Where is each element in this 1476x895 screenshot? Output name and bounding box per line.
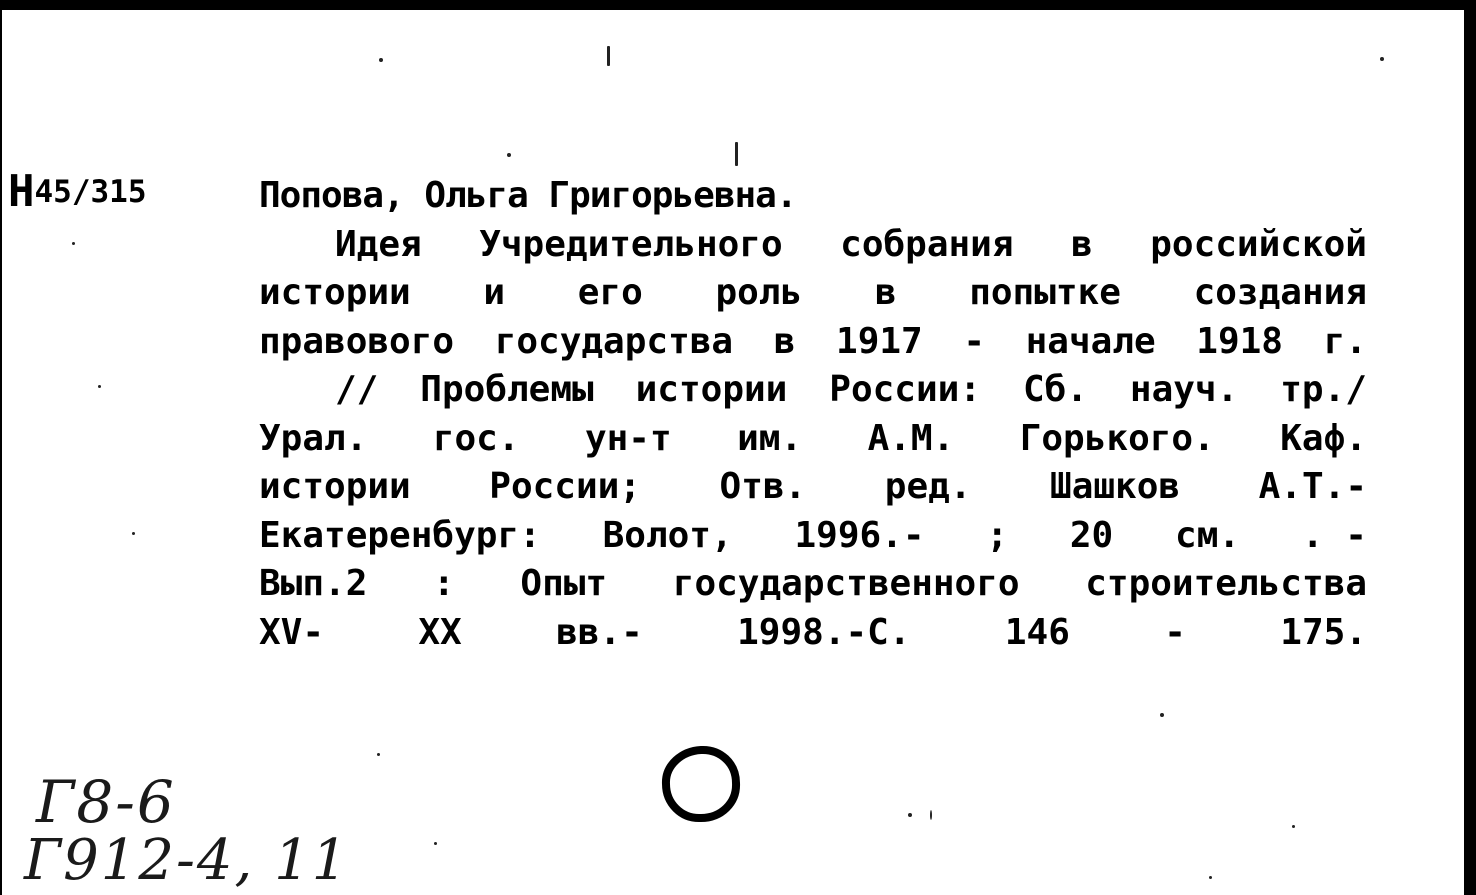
description-body — [259, 221, 1367, 658]
description-word: его — [577, 272, 643, 313]
description-line — [259, 512, 1367, 561]
description-word: строительства — [1085, 563, 1367, 604]
description-word: истории — [635, 369, 788, 410]
speck — [98, 385, 101, 388]
description-word: Сб. — [1022, 369, 1088, 410]
description-word: Учредительного — [479, 223, 783, 265]
card-punch-hole — [660, 743, 742, 825]
description-line — [259, 415, 1367, 464]
description-word: в — [773, 320, 796, 362]
description-word: Горького. — [1019, 417, 1215, 459]
description-word: А.М. — [867, 417, 955, 459]
description-word: . - — [1301, 514, 1367, 556]
description-word: России: — [829, 369, 981, 410]
description-line — [259, 366, 1367, 415]
description-word: ; — [986, 514, 1009, 556]
description-word: г. — [1323, 320, 1367, 362]
description-word: начале — [1025, 320, 1156, 362]
shelf-mark-letter: Н — [8, 166, 35, 217]
description-word: Опыт — [520, 563, 608, 604]
description-word: ун-т — [584, 417, 672, 459]
description-word: вв.- — [556, 611, 643, 653]
speck — [735, 142, 738, 166]
speck — [507, 153, 511, 157]
speck — [1380, 57, 1384, 61]
speck — [1292, 825, 1295, 828]
description-word: истории — [259, 466, 411, 507]
description-word: А.Т.- — [1258, 466, 1367, 507]
description-line — [259, 269, 1367, 318]
description-line — [259, 221, 1367, 270]
description-word: России; — [489, 466, 641, 507]
description-word: государственного — [672, 563, 1020, 604]
description-line — [259, 560, 1367, 609]
description-word: истории — [259, 272, 411, 313]
description-word: Екатеренбург: — [259, 514, 541, 556]
description-word: Шашков — [1050, 466, 1181, 507]
description-word: 175. — [1280, 611, 1367, 653]
speck — [434, 842, 437, 845]
description-word: правового — [259, 320, 455, 362]
description-word: - — [963, 320, 986, 362]
description-word: тр./ — [1280, 369, 1367, 410]
bibliographic-entry — [259, 172, 1367, 657]
description-word: государства — [494, 320, 734, 362]
description-word: 20 — [1069, 514, 1114, 556]
description-word: попытке — [969, 272, 1121, 313]
description-word: ред. — [884, 466, 972, 507]
description-word: // — [335, 369, 379, 410]
description-word: в — [874, 272, 897, 313]
description-word: Отв. — [719, 466, 807, 507]
description-word: Вып.2 — [259, 563, 368, 604]
handwritten-note-2: Г912-4, 11 — [24, 828, 350, 893]
description-word: см. — [1175, 514, 1241, 556]
speck — [908, 813, 912, 817]
description-word: в — [1071, 223, 1093, 265]
description-word: Каф. — [1280, 417, 1367, 459]
shelf-mark-number: 45/315 — [34, 174, 147, 210]
description-line — [259, 463, 1367, 512]
description-word: XX — [418, 611, 462, 653]
description-word: Проблемы — [420, 369, 594, 410]
description-word: роль — [715, 272, 803, 313]
description-word: науч. — [1129, 369, 1239, 410]
description-word: XV- — [259, 611, 325, 653]
description-word: - — [1164, 611, 1186, 653]
speck — [1209, 876, 1212, 879]
description-line — [259, 318, 1367, 367]
speck — [132, 532, 135, 535]
description-word: Урал. — [259, 417, 368, 459]
description-word: гос. — [432, 417, 520, 459]
description-word: : — [433, 563, 455, 604]
description-word: и — [483, 272, 506, 313]
description-word: 1998.-С. — [737, 611, 911, 653]
speck — [72, 242, 75, 245]
description-word: создания — [1193, 272, 1367, 313]
shelf-mark — [8, 162, 147, 217]
description-word: 146 — [1004, 611, 1070, 653]
speck — [379, 58, 383, 62]
description-word: Идея — [335, 223, 422, 265]
description-word: российской — [1150, 223, 1367, 265]
description-word: 1996.- — [794, 514, 925, 556]
description-word: 1917 — [836, 320, 923, 362]
speck — [377, 753, 380, 756]
speck — [607, 46, 610, 66]
description-word: им. — [737, 417, 803, 459]
description-word: 1918 — [1196, 320, 1283, 362]
speck — [1160, 713, 1164, 717]
speck — [930, 810, 932, 820]
description-word: Волот, — [602, 514, 733, 556]
handwritten-note-1: Г8-6 — [36, 768, 176, 836]
author-line: Попова, Ольга Григорьевна. — [259, 175, 797, 216]
description-line — [259, 609, 1367, 658]
description-word: собрания — [840, 223, 1014, 265]
